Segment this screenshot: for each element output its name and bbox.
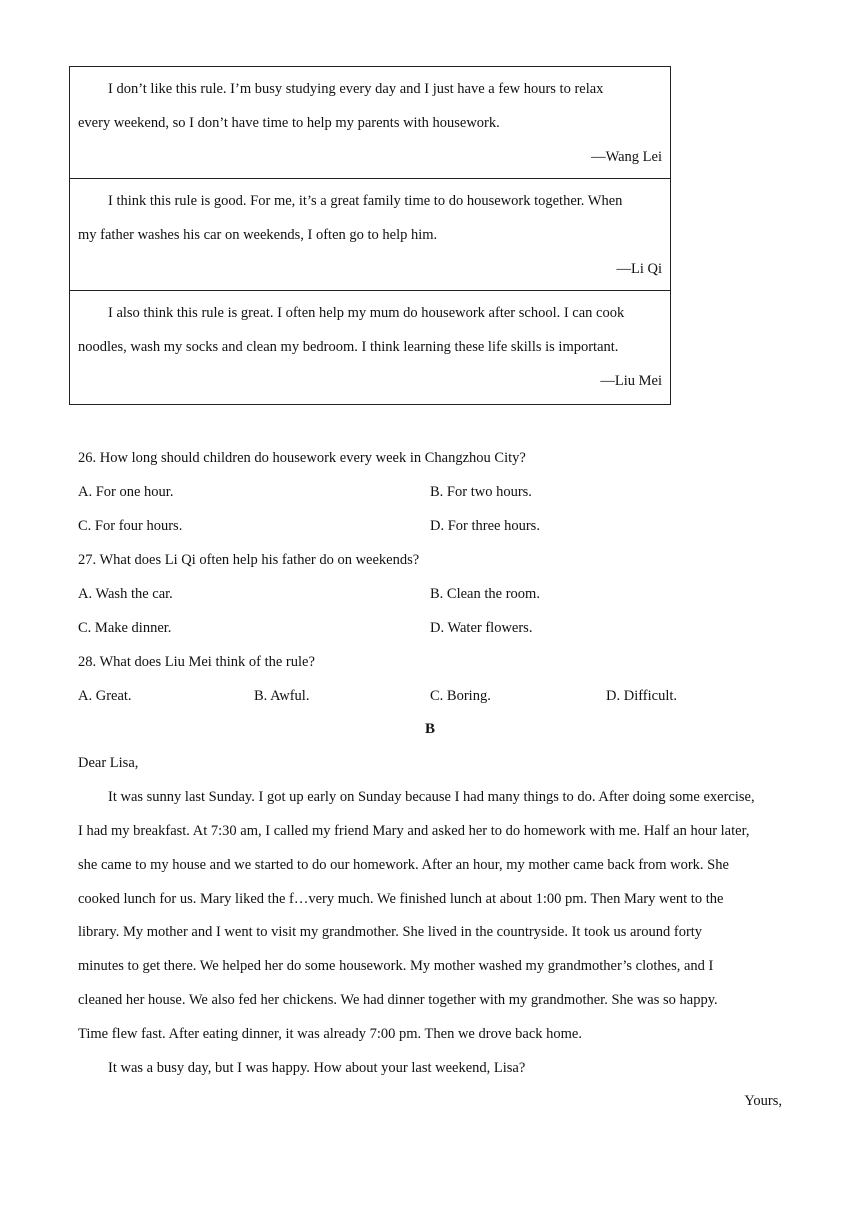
option-26-b[interactable]: B. For two hours. <box>430 484 532 500</box>
option-28-b[interactable]: B. Awful. <box>254 688 310 704</box>
letter-line: I had my breakfast. At 7:30 am, I called my friend Mary and asked her to do homework with me. Half an hour later, <box>78 823 750 839</box>
option-28-d[interactable]: D. Difficult. <box>606 688 678 704</box>
option-27-a[interactable]: A. Wash the car. <box>78 586 173 602</box>
opinion-text-line: noodles, wash my socks and clean my bedroom. I think learning these life skills is important. <box>78 339 619 355</box>
opinion-text-line: I think this rule is good. For me, it’s a great family time to do housework together. When <box>108 193 623 209</box>
letter-line: It was a busy day, but I was happy. How about your last weekend, Lisa? <box>108 1060 526 1076</box>
opinion-cell <box>70 67 670 179</box>
option-26-d[interactable]: D. For three hours. <box>430 518 540 534</box>
question-26: 26. How long should children do housework every week in Changzhou City? <box>78 450 526 466</box>
letter-line: cooked lunch for us. Mary liked the f…very much. We finished lunch at about 1:00 pm. Then Mary went to the <box>78 891 724 907</box>
opinion-text-line: my father washes his car on weekends, I often go to help him. <box>78 227 438 243</box>
opinion-text-line: every weekend, so I don’t have time to help my parents with housework. <box>78 115 500 131</box>
letter-line: she came to my house and we started to do our homework. After an hour, my mother came back from work. She <box>78 857 729 873</box>
option-27-b[interactable]: B. Clean the room. <box>430 586 540 602</box>
section-b-heading: B <box>424 721 435 737</box>
option-26-a[interactable]: A. For one hour. <box>78 484 174 500</box>
letter-line: Time flew fast. After eating dinner, it was already 7:00 pm. Then we drove back home. <box>78 1026 582 1042</box>
opinion-cell <box>70 291 670 404</box>
letter-greeting: Dear Lisa, <box>78 755 139 771</box>
option-27-d[interactable]: D. Water flowers. <box>430 620 533 636</box>
letter-line: minutes to get there. We helped her do some housework. My mother washed my grandmother’s clothes, and I <box>78 958 714 974</box>
opinion-author: —Wang Lei <box>591 149 662 165</box>
letter-line: cleaned her house. We also fed her chickens. We had dinner together with my grandmother. She was so happy. <box>78 992 718 1008</box>
opinion-text-line: I also think this rule is great. I often help my mum do housework after school. I can cook <box>108 305 625 321</box>
opinion-cell <box>70 179 670 291</box>
question-27: 27. What does Li Qi often help his father do on weekends? <box>78 552 420 568</box>
option-26-c[interactable]: C. For four hours. <box>78 518 183 534</box>
option-28-c[interactable]: C. Boring. <box>430 688 491 704</box>
letter-closing: Yours, <box>744 1093 782 1109</box>
question-28: 28. What does Liu Mei think of the rule? <box>78 654 315 670</box>
opinion-author: —Li Qi <box>616 261 662 277</box>
opinions-table <box>69 66 671 405</box>
letter-line: It was sunny last Sunday. I got up early on Sunday because I had many things to do. After doing some exercise, <box>108 789 755 805</box>
opinion-author: —Liu Mei <box>600 373 662 389</box>
option-27-c[interactable]: C. Make dinner. <box>78 620 172 636</box>
letter-line: library. My mother and I went to visit my grandmother. She lived in the countryside. It took us around forty <box>78 924 703 940</box>
option-28-a[interactable]: A. Great. <box>78 688 132 704</box>
opinion-text-line: I don’t like this rule. I’m busy studying every day and I just have a few hours to relax <box>108 81 604 97</box>
